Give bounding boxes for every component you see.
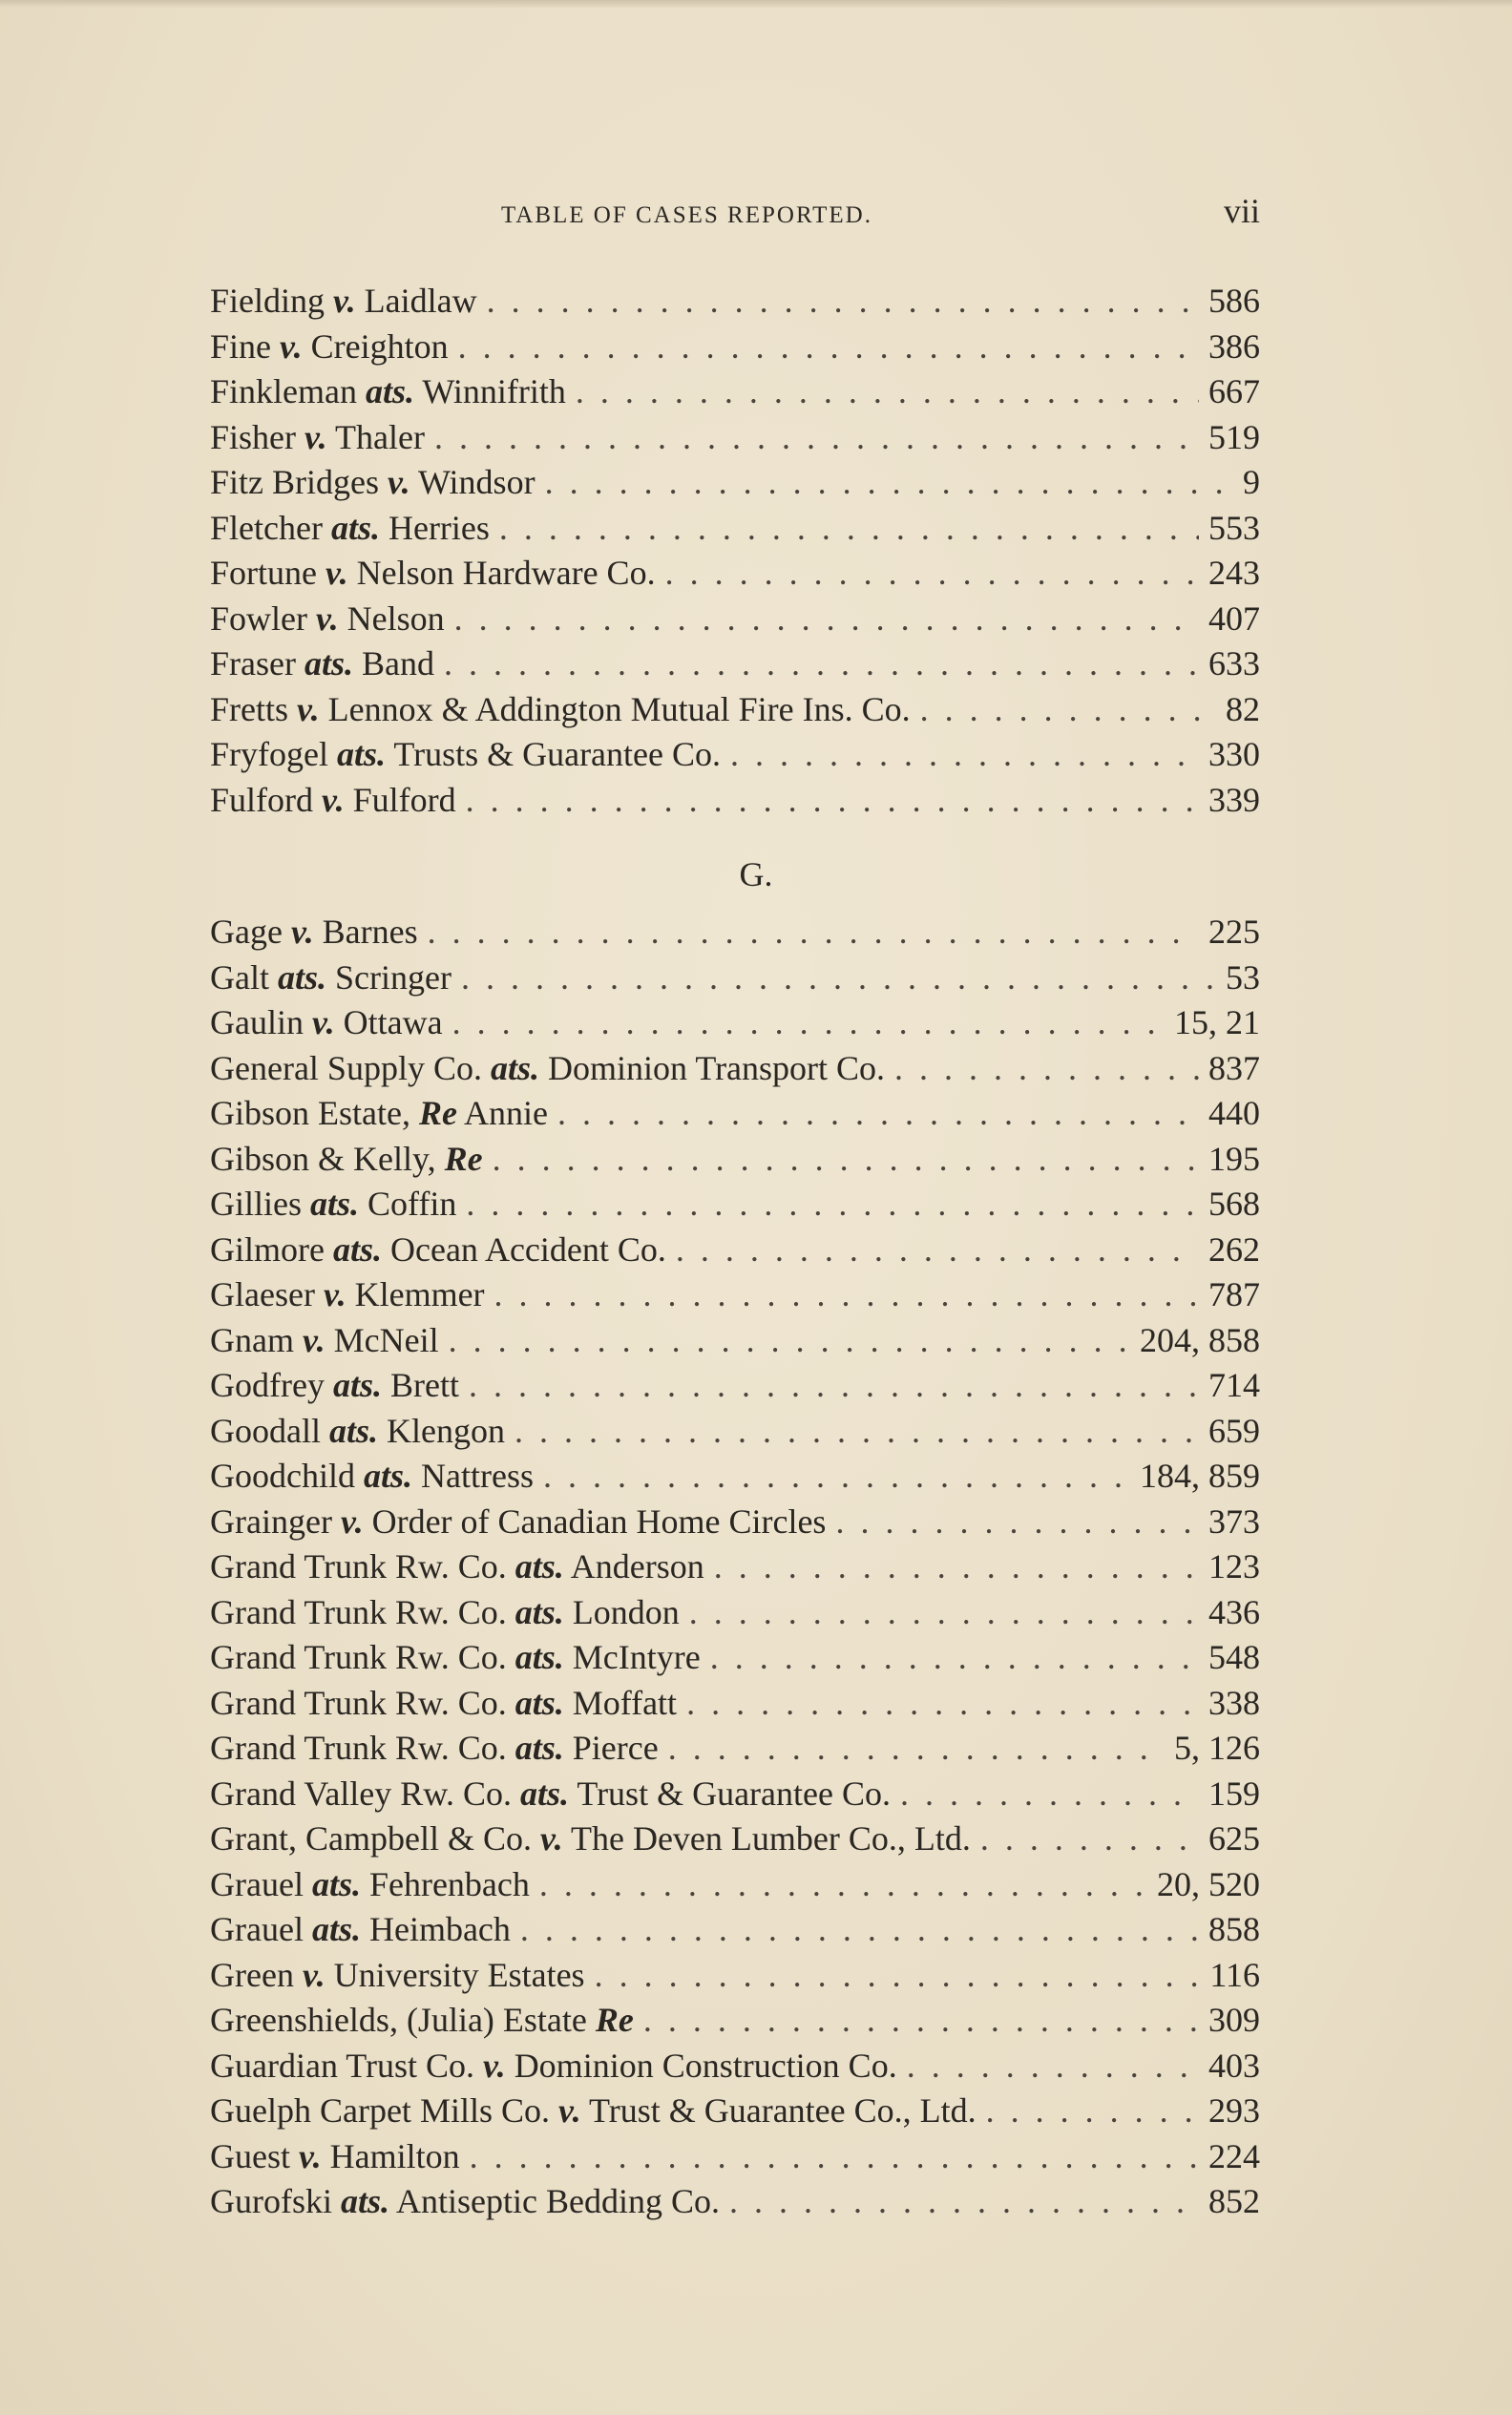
page-reference: 548 <box>1208 1638 1260 1676</box>
case-relation: v. <box>297 689 320 728</box>
case-relation: v. <box>316 598 339 638</box>
party-two: University Estates <box>333 1955 585 1994</box>
case-name <box>210 1500 826 1545</box>
party-one: Glaeser <box>210 1275 315 1313</box>
party-two: Nattress <box>421 1457 534 1495</box>
page-reference: 659 <box>1208 1411 1260 1450</box>
case-name <box>210 460 536 506</box>
page-reference: 262 <box>1208 1229 1260 1269</box>
party-two: Annie <box>464 1094 548 1132</box>
case-entry <box>210 506 1260 552</box>
dot-leader <box>493 1137 1199 1183</box>
page-reference: 20, 520 <box>1157 1864 1260 1903</box>
case-name <box>210 551 656 597</box>
party-two: Trust & Guarantee Co. <box>577 1774 891 1813</box>
page-reference: 386 <box>1208 326 1260 366</box>
dot-leader <box>454 597 1199 642</box>
page-reference: 837 <box>1208 1048 1260 1087</box>
case-entry <box>210 1500 1260 1545</box>
case-name <box>210 1635 701 1681</box>
case-entry <box>210 778 1260 824</box>
party-two: Antiseptic Bedding Co. <box>396 2182 721 2220</box>
case-name <box>210 415 425 461</box>
case-entry <box>210 460 1260 506</box>
dot-leader <box>499 506 1199 552</box>
party-one: Grand Trunk Rw. Co. <box>210 1592 507 1631</box>
party-one: Galt <box>210 957 269 997</box>
party-one: Fletcher <box>210 508 323 547</box>
party-two: Band <box>361 644 434 682</box>
case-relation: Re <box>418 1094 457 1132</box>
page-reference: 858 <box>1208 1910 1260 1948</box>
party-two: Thaler <box>335 417 425 456</box>
party-two: Scringer <box>335 957 452 997</box>
dot-leader <box>539 1862 1147 1908</box>
case-name <box>210 1953 585 1999</box>
page-reference: 852 <box>1208 2182 1260 2220</box>
case-entry <box>210 325 1260 370</box>
dot-leader <box>494 1272 1199 1318</box>
page-reference: 586 <box>1208 282 1260 320</box>
party-two: Dominion Transport Co. <box>547 1048 886 1087</box>
case-entry <box>210 597 1260 642</box>
party-one: Guelph Carpet Mills Co. <box>210 2091 550 2130</box>
dot-leader <box>689 1590 1199 1636</box>
party-two: Windsor <box>418 463 536 501</box>
dot-leader <box>514 1409 1199 1455</box>
case-name <box>210 1772 891 1817</box>
page-reference: 82 <box>1226 689 1260 728</box>
page-top-edge <box>0 0 1512 8</box>
case-relation: v. <box>311 1003 335 1041</box>
party-two: Hamilton <box>329 2136 460 2175</box>
page-reference: 519 <box>1208 417 1260 456</box>
page-header <box>210 191 1260 239</box>
party-one: Guest <box>210 2136 290 2175</box>
party-one: Fulford <box>210 780 313 819</box>
page-reference: 225 <box>1208 913 1260 951</box>
dot-leader <box>557 1091 1199 1137</box>
case-name <box>210 1998 634 2044</box>
case-entry <box>210 1816 1260 1862</box>
case-relation: ats. <box>332 1229 382 1269</box>
case-name <box>210 2179 720 2225</box>
dot-leader <box>900 1772 1199 1817</box>
case-name <box>210 325 449 370</box>
case-entry <box>210 1726 1260 1772</box>
party-two: Heimbach <box>368 1910 511 1948</box>
dot-leader <box>986 2089 1199 2134</box>
case-name <box>210 1544 704 1590</box>
party-one: Gillies <box>210 1185 302 1223</box>
case-name <box>210 687 911 733</box>
case-entry <box>210 1635 1260 1681</box>
dot-leader <box>595 1953 1201 1999</box>
party-one: Gurofski <box>210 2182 332 2220</box>
party-one: Gibson & Kelly, <box>210 1139 436 1178</box>
case-name <box>210 597 445 642</box>
page-reference: 625 <box>1208 1819 1260 1858</box>
case-entry <box>210 1590 1260 1636</box>
case-relation: v. <box>302 1955 326 1994</box>
dot-leader <box>543 1454 1130 1500</box>
dot-leader <box>686 1681 1199 1727</box>
party-two: Trusts & Guarantee Co. <box>393 735 722 773</box>
page-reference: 195 <box>1208 1139 1260 1178</box>
case-relation: v. <box>304 417 327 456</box>
case-relation: ats. <box>514 1683 564 1722</box>
party-one: Grauel <box>210 1864 304 1903</box>
case-name <box>210 1137 483 1183</box>
party-one: Grauel <box>210 1910 304 1948</box>
case-name <box>210 369 566 415</box>
case-name <box>210 1272 485 1318</box>
dot-leader <box>470 2134 1199 2180</box>
case-entry <box>210 956 1260 1001</box>
section-letter-g: G. <box>739 855 773 893</box>
case-relation: ats. <box>490 1048 539 1087</box>
party-one: Goodchild <box>210 1457 355 1495</box>
case-relation: v. <box>483 2046 506 2085</box>
dot-leader <box>676 1228 1199 1273</box>
case-entry <box>210 279 1260 325</box>
case-entry <box>210 1000 1260 1046</box>
dot-leader <box>835 1500 1199 1545</box>
case-entry <box>210 1046 1260 1092</box>
party-one: Fowler <box>210 598 307 638</box>
dot-leader <box>428 910 1199 956</box>
party-one: Grand Valley Rw. Co. <box>210 1774 512 1813</box>
party-one: Grant, Campbell & Co. <box>210 1819 532 1858</box>
party-one: Grand Trunk Rw. Co. <box>210 1729 507 1767</box>
page-reference: 436 <box>1208 1592 1260 1631</box>
party-one: Fisher <box>210 417 296 456</box>
party-one: Grainger <box>210 1502 332 1541</box>
page-reference: 568 <box>1208 1185 1260 1223</box>
page-reference: 339 <box>1208 780 1260 819</box>
case-name <box>210 1590 680 1636</box>
case-entry <box>210 1772 1260 1817</box>
dot-leader <box>729 2179 1199 2225</box>
case-name <box>210 778 456 824</box>
party-one: Fretts <box>210 689 289 728</box>
page-number: vii <box>1223 192 1260 230</box>
case-relation: v. <box>302 1320 326 1359</box>
case-relation: ats. <box>332 1366 382 1404</box>
case-relation: v. <box>326 554 348 592</box>
party-two: Creighton <box>310 326 449 366</box>
case-entry <box>210 1091 1260 1137</box>
case-relation: Re <box>595 2001 634 2039</box>
party-two: Ottawa <box>343 1003 443 1041</box>
case-relation: ats. <box>341 2182 390 2220</box>
case-entry <box>210 415 1260 461</box>
case-entry <box>210 1953 1260 1999</box>
case-relation: v. <box>299 2136 322 2175</box>
dot-leader <box>668 1726 1165 1772</box>
case-name <box>210 1862 530 1908</box>
page-reference: 116 <box>1209 1955 1260 1994</box>
page-reference: 330 <box>1208 735 1260 773</box>
dot-leader <box>907 2044 1199 2090</box>
case-list-f <box>210 279 1260 823</box>
party-one: Guardian Trust Co. <box>210 2046 475 2085</box>
case-entry <box>210 910 1260 956</box>
case-relation: ats. <box>277 957 326 997</box>
dot-leader <box>730 732 1199 778</box>
page-reference: 338 <box>1208 1683 1260 1722</box>
page-reference: 373 <box>1208 1502 1260 1541</box>
party-one: Grand Trunk Rw. Co. <box>210 1547 507 1586</box>
party-two: The Deven Lumber Co., Ltd. <box>570 1819 971 1858</box>
page-reference: 159 <box>1208 1774 1260 1813</box>
dot-leader <box>545 460 1233 506</box>
party-two: Klengon <box>387 1411 505 1450</box>
party-two: Brett <box>389 1366 459 1404</box>
case-entry <box>210 1544 1260 1590</box>
dot-leader <box>710 1635 1199 1681</box>
page-reference: 204, 858 <box>1140 1320 1260 1359</box>
party-two: Lennox & Addington Mutual Fire Ins. Co. <box>327 689 911 728</box>
party-one: Fortune <box>210 554 317 592</box>
case-name <box>210 506 490 552</box>
case-name <box>210 641 434 687</box>
dot-leader <box>894 1046 1199 1092</box>
case-entry <box>210 732 1260 778</box>
case-entry <box>210 687 1260 733</box>
party-one: Greenshields, (Julia) Estate <box>210 2001 587 2039</box>
case-entry <box>210 1182 1260 1228</box>
case-name <box>210 1318 439 1364</box>
case-relation: v. <box>322 780 345 819</box>
page-reference: 224 <box>1208 2136 1260 2175</box>
page-reference: 787 <box>1208 1275 1260 1313</box>
case-relation: ats. <box>311 1864 361 1903</box>
case-entry <box>210 2044 1260 2090</box>
case-entry <box>210 551 1260 597</box>
dot-leader <box>461 956 1216 1001</box>
page-reference: 403 <box>1208 2046 1260 2085</box>
page-reference: 293 <box>1208 2091 1260 2130</box>
case-name <box>210 1681 677 1727</box>
party-one: Grand Trunk Rw. Co. <box>210 1638 507 1676</box>
running-title: TABLE OF CASES REPORTED. <box>501 202 872 228</box>
dot-leader <box>444 641 1199 687</box>
party-one: Green <box>210 1955 294 1994</box>
party-one: Gaulin <box>210 1003 304 1041</box>
case-name <box>210 2134 460 2180</box>
page-reference: 407 <box>1208 598 1260 638</box>
case-entry <box>210 2179 1260 2225</box>
case-entry <box>210 641 1260 687</box>
dot-leader <box>449 1318 1130 1364</box>
page-reference: 309 <box>1208 2001 1260 2039</box>
party-two: Laidlaw <box>364 282 477 320</box>
case-entry <box>210 1363 1260 1409</box>
party-one: Finkleman <box>210 372 357 410</box>
party-two: Moffatt <box>572 1683 678 1722</box>
dot-leader <box>434 415 1199 461</box>
party-one: Fraser <box>210 644 296 682</box>
case-relation: ats. <box>311 1910 361 1948</box>
party-two: McIntyre <box>572 1638 701 1676</box>
case-entry <box>210 2134 1260 2180</box>
case-entry <box>210 1907 1260 1953</box>
dot-leader <box>980 1816 1199 1862</box>
case-relation: v. <box>323 1275 346 1313</box>
party-two: Herries <box>388 508 490 547</box>
page-reference: 5, 126 <box>1174 1729 1260 1767</box>
case-relation: ats. <box>514 1638 564 1676</box>
case-name <box>210 956 452 1001</box>
case-relation: v. <box>340 1502 364 1541</box>
case-name <box>210 1454 534 1500</box>
party-two: Fulford <box>352 780 456 819</box>
case-entry <box>210 369 1260 415</box>
case-relation: ats. <box>310 1185 360 1223</box>
party-one: Gage <box>210 913 283 951</box>
case-name <box>210 1046 885 1092</box>
dot-leader <box>520 1907 1199 1953</box>
case-name <box>210 1726 659 1772</box>
page-reference: 667 <box>1208 372 1260 410</box>
dot-leader <box>466 778 1199 824</box>
dot-leader <box>576 369 1199 415</box>
dot-leader <box>452 1000 1165 1046</box>
case-name <box>210 1228 666 1273</box>
case-relation: ats. <box>336 735 386 773</box>
party-two: Barnes <box>322 913 418 951</box>
party-one: Goodall <box>210 1411 321 1450</box>
case-relation: ats. <box>304 644 353 682</box>
case-name <box>210 279 477 325</box>
party-one: Fine <box>210 326 272 366</box>
party-two: Pierce <box>572 1729 659 1767</box>
case-name <box>210 1363 459 1409</box>
page-reference: 53 <box>1226 957 1260 997</box>
case-entry <box>210 1318 1260 1364</box>
case-relation: ats. <box>519 1774 569 1813</box>
party-one: Grand Trunk Rw. Co. <box>210 1683 507 1722</box>
party-two: Order of Canadian Home Circles <box>371 1502 827 1541</box>
page-reference: 243 <box>1208 554 1260 592</box>
party-two: London <box>572 1592 680 1631</box>
party-one: Gibson Estate, <box>210 1094 410 1132</box>
case-entry <box>210 1409 1260 1455</box>
case-name <box>210 1182 456 1228</box>
case-entry <box>210 2089 1260 2134</box>
party-two: Anderson <box>570 1547 704 1586</box>
case-relation: ats. <box>514 1729 564 1767</box>
case-name <box>210 1816 971 1862</box>
case-name <box>210 1091 548 1137</box>
party-two: Dominion Construction Co. <box>514 2046 897 2085</box>
case-name <box>210 2089 976 2134</box>
case-relation: v. <box>280 326 303 366</box>
case-relation: v. <box>388 463 410 501</box>
dot-leader <box>466 1182 1199 1228</box>
case-relation: ats. <box>328 1411 378 1450</box>
party-two: Coffin <box>368 1185 457 1223</box>
party-two: Nelson <box>346 598 445 638</box>
dot-leader <box>714 1544 1199 1590</box>
party-one: General Supply Co. <box>210 1048 482 1087</box>
party-two: Ocean Accident Co. <box>390 1229 666 1269</box>
page-reference: 553 <box>1208 508 1260 547</box>
dot-leader <box>665 551 1199 597</box>
page-reference: 440 <box>1208 1094 1260 1132</box>
case-relation: v. <box>290 913 314 951</box>
case-relation: ats. <box>363 1457 412 1495</box>
case-name <box>210 1409 505 1455</box>
party-one: Fielding <box>210 282 326 320</box>
dot-leader <box>643 1998 1199 2044</box>
party-two: Trust & Guarantee Co., Ltd. <box>589 2091 976 2130</box>
case-relation: ats. <box>330 508 380 547</box>
page-reference: 184, 859 <box>1140 1457 1260 1495</box>
case-name <box>210 732 721 778</box>
party-two: Fehrenbach <box>368 1864 530 1903</box>
party-one: Fryfogel <box>210 735 328 773</box>
party-two: Nelson Hardware Co. <box>356 554 656 592</box>
case-relation: v. <box>557 2091 581 2130</box>
case-name <box>210 2044 897 2090</box>
dot-leader <box>487 279 1199 325</box>
party-one: Godfrey <box>210 1366 325 1404</box>
case-relation: ats. <box>365 372 414 410</box>
party-two: Winnifrith <box>422 372 566 410</box>
case-relation: v. <box>539 1819 563 1858</box>
page-reference: 714 <box>1208 1366 1260 1404</box>
case-name <box>210 1000 443 1046</box>
page-reference: 15, 21 <box>1174 1003 1260 1041</box>
case-entry <box>210 1998 1260 2044</box>
dot-leader <box>469 1363 1199 1409</box>
case-relation: ats. <box>514 1592 564 1631</box>
case-entry <box>210 1681 1260 1727</box>
case-relation: ats. <box>514 1547 564 1586</box>
case-relation: Re <box>444 1139 483 1178</box>
case-entry <box>210 1228 1260 1273</box>
case-entry <box>210 1862 1260 1908</box>
party-two: McNeil <box>333 1320 439 1359</box>
case-name <box>210 910 418 956</box>
page-reference: 633 <box>1208 644 1260 682</box>
party-two: Klemmer <box>354 1275 485 1313</box>
party-one: Fitz Bridges <box>210 463 379 501</box>
case-entry <box>210 1272 1260 1318</box>
page-reference: 123 <box>1208 1547 1260 1586</box>
party-one: Gilmore <box>210 1229 325 1269</box>
party-one: Gnam <box>210 1320 294 1359</box>
case-list-g <box>210 910 1260 2225</box>
case-entry <box>210 1137 1260 1183</box>
dot-leader <box>458 325 1199 370</box>
dot-leader <box>920 687 1216 733</box>
case-entry <box>210 1454 1260 1500</box>
page-reference: 9 <box>1243 463 1260 501</box>
case-name <box>210 1907 511 1953</box>
case-relation: v. <box>333 282 356 320</box>
